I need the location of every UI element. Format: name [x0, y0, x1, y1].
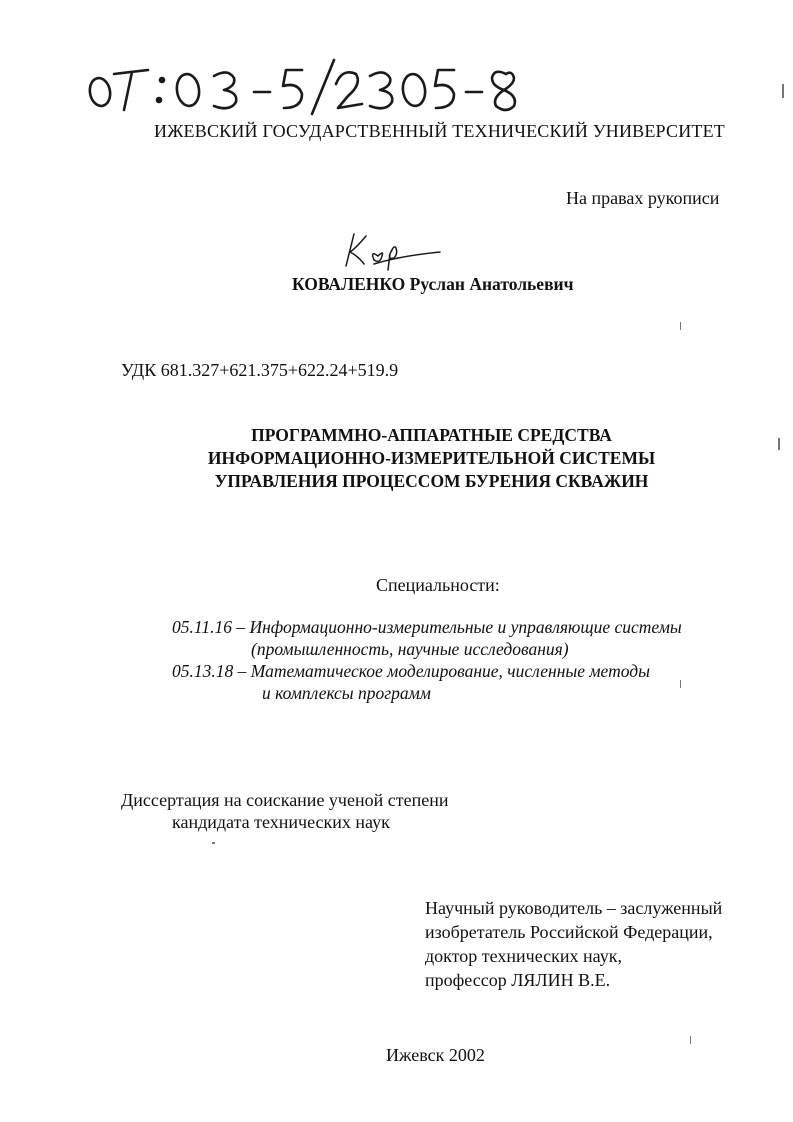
- title-line: ИНФОРМАЦИОННО-ИЗМЕРИТЕЛЬНОЙ СИСТЕМЫ: [207, 448, 656, 468]
- supervisor-block: [425, 896, 722, 992]
- author-signature: [340, 226, 442, 272]
- specialty-1-line-2: (промышленность, научные исследования): [251, 639, 569, 659]
- dissertation-title: [0, 424, 793, 493]
- udk-code: УДК 681.327+621.375+622.24+519.9: [121, 360, 399, 380]
- specialties-heading: Специальности:: [376, 575, 500, 595]
- author-name: КОВАЛЕНКО Руслан Анатольевич: [292, 274, 574, 294]
- supervisor-line: изобретатель Российской Федерации,: [425, 922, 713, 942]
- supervisor-line: доктор технических наук,: [425, 946, 622, 966]
- scan-mark: [782, 84, 784, 98]
- supervisor-line: Научный руководитель – заслуженный: [425, 898, 723, 918]
- rights-notice: На правах рукописи: [566, 188, 720, 208]
- specialty-1-line-1: 05.11.16 – Информационно-измерительные и управляющие системы: [172, 617, 682, 637]
- scan-mark: [212, 842, 215, 844]
- degree-line-2: кандидата технических наук: [172, 812, 390, 832]
- scan-mark: [690, 1036, 691, 1044]
- title-line: ПРОГРАММНО-АППАРАТНЫЕ СРЕДСТВА: [251, 425, 612, 445]
- scan-mark: [680, 322, 681, 330]
- degree-line-1: Диссертация на соискание ученой степени: [121, 790, 449, 810]
- scan-mark: [680, 680, 681, 688]
- handwritten-archive-code: [86, 52, 526, 116]
- university-name: ИЖЕВСКИЙ ГОСУДАРСТВЕННЫЙ ТЕХНИЧЕСКИЙ УНИВЕРСИТЕТ: [154, 121, 725, 141]
- scan-mark: [778, 438, 780, 450]
- specialty-2-line-2: и комплексы программ: [262, 683, 431, 703]
- specialty-2-line-1: 05.13.18 – Математическое моделирование, численные методы: [172, 661, 650, 681]
- city-year: Ижевск 2002: [386, 1045, 485, 1065]
- title-line: УПРАВЛЕНИЯ ПРОЦЕССОМ БУРЕНИЯ СКВАЖИН: [214, 471, 649, 491]
- supervisor-line: профессор ЛЯЛИН В.Е.: [425, 970, 611, 990]
